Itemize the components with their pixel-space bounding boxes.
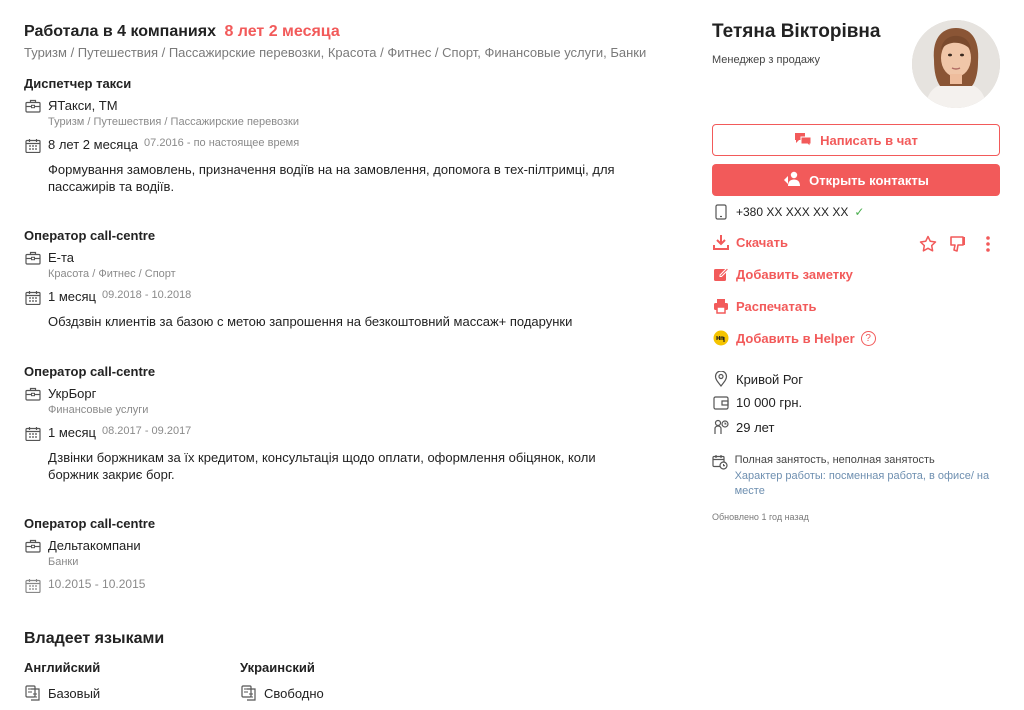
- dislike-icon[interactable]: [946, 235, 970, 253]
- profile-sidebar: [712, 20, 1000, 522]
- experience-total-duration: 8 лет 2 месяца: [224, 23, 340, 40]
- language-item: [240, 660, 324, 701]
- experience-section: [24, 22, 684, 701]
- company-industry: Финансовые услуги: [48, 404, 149, 416]
- city-value: Кривой Рог: [736, 371, 803, 387]
- job-entry: [24, 228, 684, 330]
- schedule-icon: [712, 453, 729, 470]
- updated-timestamp: Обновлено 1 год назад: [712, 512, 809, 522]
- download-icon: [712, 234, 730, 250]
- briefcase-icon: [24, 386, 42, 402]
- job-entry: [24, 364, 684, 483]
- job-title: Оператор call-centre: [24, 228, 156, 243]
- job-description: Дзвінки боржникам за їх кредитом, консультація щодо оплати, оформлення обіцянок, коли боржник закриє борг.: [48, 450, 596, 482]
- print-label: Распечатать: [736, 298, 817, 314]
- print-action[interactable]: [712, 298, 816, 314]
- location-icon: [712, 371, 730, 387]
- star-icon[interactable]: [916, 235, 940, 253]
- company-industry: Туризм / Путешествия / Пассажирские перевозки: [48, 116, 299, 128]
- chat-icon: [794, 132, 820, 149]
- job-duration-row: [24, 137, 684, 153]
- phone-number: +380 XX XXX XX XX: [736, 205, 849, 219]
- job-entry: [24, 516, 684, 593]
- download-label: Скачать: [736, 234, 788, 250]
- contact-icon: [783, 171, 809, 190]
- calendar-icon: [24, 289, 42, 305]
- wallet-icon: [712, 396, 730, 410]
- briefcase-icon: [24, 250, 42, 266]
- company-industry: Банки: [48, 556, 79, 568]
- open-contacts-button[interactable]: [712, 164, 1000, 196]
- calendar-icon: [24, 577, 42, 593]
- language-item: [24, 660, 100, 701]
- job-description: Формування замовлень, призначення водіїв на на замовлення, допомога в тех-пілтримці, для пассажирів та водіїв.: [48, 162, 615, 194]
- job-duration-row: [24, 425, 684, 441]
- calendar-icon: [24, 137, 42, 153]
- job-duration-row: [24, 577, 684, 593]
- job-company-row: [24, 250, 684, 281]
- download-action[interactable]: [712, 234, 788, 250]
- job-period: 08.2017 - 09.2017: [102, 425, 192, 437]
- briefcase-icon: [24, 538, 42, 554]
- job-period: 10.2015 - 10.2015: [48, 577, 146, 591]
- more-icon[interactable]: [976, 235, 1000, 253]
- work-schedule: Характер работы: посменная работа, в офисе/ на месте: [734, 470, 990, 497]
- company-industry: Красота / Фитнес / Спорт: [48, 268, 176, 280]
- job-title: Оператор call-centre: [24, 364, 156, 379]
- phone-icon: [712, 204, 730, 220]
- briefcase-icon: [24, 98, 42, 114]
- job-duration-row: [24, 289, 684, 305]
- language-name: Английский: [24, 660, 101, 675]
- employment-row: [712, 453, 1000, 499]
- job-company-row: [24, 98, 684, 129]
- language-level-row: [240, 685, 324, 701]
- languages-title: Владеет языками: [24, 630, 165, 647]
- company-name: Е-та: [48, 250, 75, 265]
- company-name: УкрБорг: [48, 386, 97, 401]
- helper-icon: [712, 330, 730, 346]
- job-title: Диспетчер такси: [24, 76, 132, 91]
- language-icon: [240, 685, 258, 701]
- avatar[interactable]: [912, 20, 1000, 108]
- open-contacts-label: Открыть контакты: [809, 172, 929, 188]
- job-description: Обздзвін клиентів за базою с метою запрошення на безкоштовний массаж+ подарунки: [48, 314, 573, 329]
- candidate-role: Менеджер з продажу: [712, 54, 820, 66]
- company-name: ЯТакси, ТМ: [48, 98, 118, 113]
- job-company-row: [24, 538, 684, 569]
- job-company-row: [24, 386, 684, 417]
- experience-industries: Туризм / Путешествия / Пассажирские перевозки, Красота / Фитнес / Спорт, Финансовые услуги, Банки: [24, 45, 647, 60]
- job-title: Оператор call-centre: [24, 516, 156, 531]
- calendar-icon: [24, 425, 42, 441]
- employment-type: Полная занятость, неполная занятость: [734, 454, 935, 466]
- resume-tools: [910, 235, 1000, 253]
- age-row: [712, 419, 774, 435]
- company-name: Дельтакомпани: [48, 538, 141, 553]
- candidate-name: Тетяна Вікторівна: [712, 21, 881, 42]
- phone-row: [712, 204, 864, 220]
- add-helper-label: Добавить в Helper: [736, 330, 855, 346]
- salary-value: 10 000 грн.: [736, 395, 803, 410]
- experience-count: Работала в 4 компаниях: [24, 23, 216, 40]
- job-period: 07.2016 - по настоящее время: [144, 137, 300, 149]
- add-note-label: Добавить заметку: [736, 266, 853, 282]
- chat-button-label: Написать в чат: [820, 132, 918, 148]
- language-level: Базовый: [48, 685, 101, 701]
- note-icon: [712, 266, 730, 282]
- chat-button[interactable]: [712, 124, 1000, 156]
- job-duration: 1 месяц: [48, 425, 96, 440]
- add-note-action[interactable]: [712, 266, 853, 282]
- print-icon: [712, 298, 730, 314]
- language-level-row: [24, 685, 100, 701]
- job-period: 09.2018 - 10.2018: [102, 289, 192, 301]
- add-helper-action[interactable]: [712, 330, 876, 346]
- language-name: Украинский: [240, 660, 315, 675]
- help-icon[interactable]: ?: [861, 331, 876, 346]
- language-level: Свободно: [264, 685, 324, 701]
- age-value: 29 лет: [736, 419, 775, 435]
- job-duration: 1 месяц: [48, 289, 96, 304]
- age-icon: [712, 419, 730, 435]
- verified-check-icon: ✓: [854, 205, 865, 219]
- job-duration: 8 лет 2 месяца: [48, 137, 139, 152]
- salary-row: [712, 395, 802, 410]
- experience-summary: [24, 22, 684, 42]
- job-entry: [24, 76, 684, 195]
- city-row: [712, 371, 803, 387]
- language-icon: [24, 685, 42, 701]
